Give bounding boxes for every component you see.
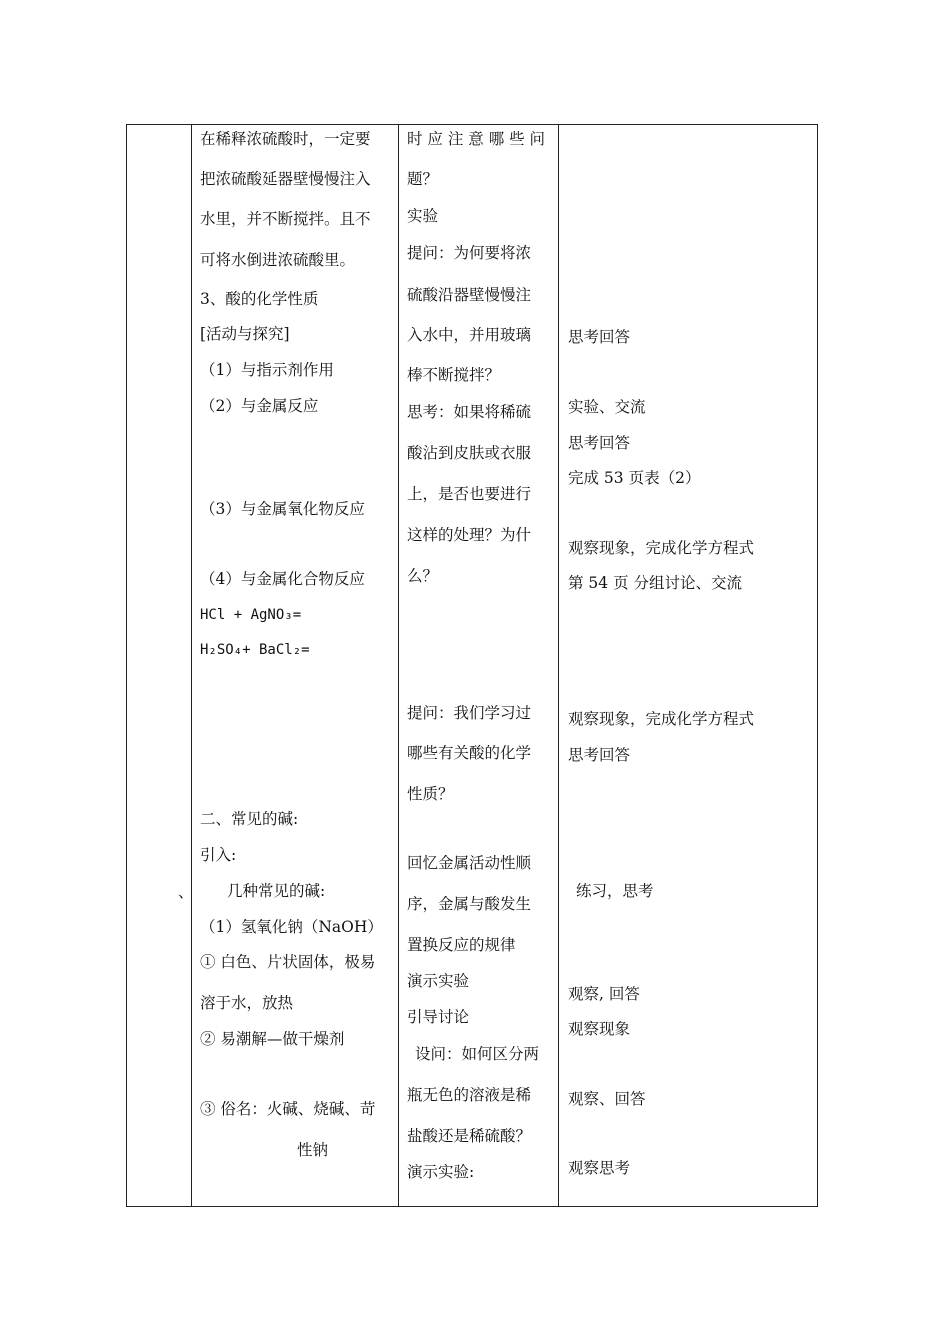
student-line: 观察现象，完成化学方程式 xyxy=(568,710,755,728)
teacher-line: 提问：我们学习过 xyxy=(407,704,532,722)
teacher-line: 演示实验 xyxy=(407,972,470,990)
content-line: 溶于水，放热 xyxy=(200,994,294,1012)
student-line: 观察、回答 xyxy=(568,1090,646,1108)
content-line: 可将水倒进浓硫酸里。 xyxy=(200,251,356,269)
content-line: 引入: xyxy=(200,846,237,864)
teacher-line: 瓶无色的溶液是稀 xyxy=(407,1086,532,1104)
teacher-line: 演示实验: xyxy=(407,1163,475,1181)
equation-line: HCl + AgNO₃= xyxy=(200,607,302,623)
content-line: （1）与指示剂作用 xyxy=(200,361,334,379)
teacher-line: 盐酸还是稀硫酸？ xyxy=(407,1127,532,1145)
content-line: （3）与金属氧化物反应 xyxy=(200,500,365,518)
content-line: ③ 俗名：火碱、烧碱、苛 xyxy=(200,1100,376,1118)
teacher-line: 时 应 注 意 哪 些 问 xyxy=(407,130,546,148)
teacher-line: 上，是否也要进行 xyxy=(407,485,532,503)
student-line: 思考回答 xyxy=(568,434,631,452)
content-line: （1）氢氧化钠（NaOH） xyxy=(200,918,383,936)
teacher-line: 序，金属与酸发生 xyxy=(407,895,532,913)
teacher-line: 置换反应的规律 xyxy=(407,936,516,954)
student-line: 思考回答 xyxy=(568,328,631,346)
student-line: 完成 53 页表（2） xyxy=(568,469,701,487)
teacher-line: 实验 xyxy=(407,207,439,225)
content-line: 二、常见的碱: xyxy=(200,810,299,828)
content-line: 水里，并不断搅拌。且不 xyxy=(200,210,371,228)
teacher-line: 入水中，并用玻璃 xyxy=(407,326,532,344)
student-line: 练习，思考 xyxy=(576,882,654,900)
teacher-line: 硫酸沿器壁慢慢注 xyxy=(407,286,532,304)
teacher-line: 酸沾到皮肤或衣服 xyxy=(407,444,532,462)
teacher-line: 思考：如果将稀硫 xyxy=(407,403,532,421)
column-1-mark: 、 xyxy=(178,883,194,901)
content-line: （4）与金属化合物反应 xyxy=(200,570,365,588)
content-line: ② 易潮解—做干燥剂 xyxy=(200,1030,345,1048)
teacher-line: 回忆金属活动性顺 xyxy=(407,854,532,872)
student-line: 思考回答 xyxy=(568,746,631,764)
student-line: 观察思考 xyxy=(568,1159,631,1177)
column-divider xyxy=(191,125,192,1206)
teacher-line: 性质？ xyxy=(407,785,454,803)
student-line: 观察, 回答 xyxy=(568,985,640,1003)
column-divider xyxy=(558,125,559,1206)
teacher-line: 设问：如何区分两 xyxy=(415,1045,540,1063)
content-line: 性钠 xyxy=(297,1141,329,1159)
content-line: ① 白色、片状固体，极易 xyxy=(200,953,376,971)
content-line: 3、酸的化学性质 xyxy=(200,290,319,308)
column-divider xyxy=(398,125,399,1206)
teacher-line: 这样的处理？为什 xyxy=(407,526,532,544)
equation-line: H₂SO₄+ BaCl₂= xyxy=(200,642,310,658)
student-line: 观察现象，完成化学方程式 xyxy=(568,539,755,557)
content-line: 把浓硫酸延器壁慢慢注入 xyxy=(200,170,371,188)
teacher-line: 哪些有关酸的化学 xyxy=(407,744,532,762)
content-line: [活动与探究] xyxy=(200,325,290,343)
teacher-line: 题？ xyxy=(407,170,439,188)
student-line: 实验、交流 xyxy=(568,398,646,416)
content-line: 在稀释浓硫酸时，一定要 xyxy=(200,130,371,148)
teacher-line: 么？ xyxy=(407,567,439,585)
content-line: （2）与金属反应 xyxy=(200,397,319,415)
teacher-line: 引导讨论 xyxy=(407,1008,470,1026)
student-line: 观察现象 xyxy=(568,1020,631,1038)
content-line: 几种常见的碱: xyxy=(227,882,326,900)
teacher-line: 提问：为何要将浓 xyxy=(407,244,532,262)
teacher-line: 棒不断搅拌？ xyxy=(407,366,501,384)
student-line: 第 54 页 分组讨论、交流 xyxy=(568,574,743,592)
